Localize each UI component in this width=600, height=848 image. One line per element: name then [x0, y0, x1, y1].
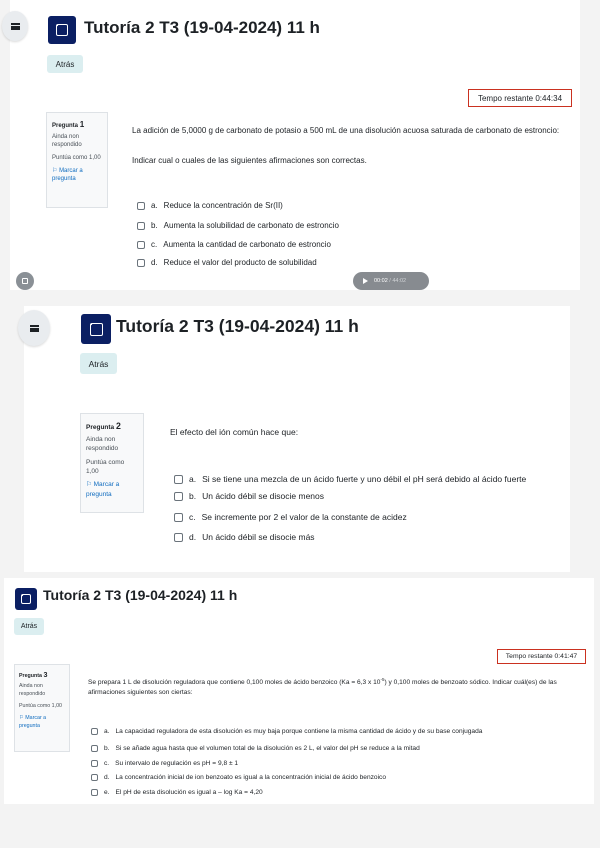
- answer-option-c[interactable]: c. Aumenta la cantidad de carbonato de estroncio: [137, 240, 331, 249]
- stop-icon: [22, 278, 28, 284]
- page-title: Tutoría 2 T3 (19-04-2024) 11 h: [84, 18, 320, 37]
- question-info: [46, 112, 108, 208]
- answer-checkbox[interactable]: [91, 789, 98, 796]
- question-score: Puntúa como 1,00: [86, 458, 125, 475]
- menu-icon: [11, 23, 20, 30]
- question-3-panel: [4, 578, 594, 804]
- answer-option-c[interactable]: c. Se incremente por 2 el valor de la constante de acidez: [174, 512, 407, 522]
- back-button[interactable]: Atrás: [47, 55, 83, 73]
- answer-checkbox[interactable]: [174, 513, 183, 522]
- menu-toggle-button[interactable]: [18, 310, 50, 346]
- question-info: [14, 664, 70, 752]
- back-button[interactable]: Atrás: [14, 618, 44, 635]
- question-number: Pregunta 1: [52, 120, 85, 129]
- menu-toggle-button[interactable]: [2, 11, 28, 41]
- answer-option-a[interactable]: a. Reduce la concentración de Sr(II): [137, 201, 283, 210]
- question-2-panel: [24, 306, 570, 572]
- audio-player[interactable]: 00:02 / 44:02: [353, 272, 429, 290]
- menu-icon: [30, 325, 39, 332]
- page-title: Tutoría 2 T3 (19-04-2024) 11 h: [43, 587, 238, 603]
- quiz-icon: [48, 16, 76, 44]
- flag-question-link[interactable]: ⚐ Marcar a pregunta: [86, 481, 120, 498]
- answer-option-d[interactable]: d. Un ácido débil se disocie más: [174, 532, 315, 542]
- quiz-icon: [81, 314, 111, 344]
- question-number: Pregunta 2: [86, 421, 121, 431]
- record-button[interactable]: [16, 272, 34, 290]
- question-status: Ainda non respondido: [52, 133, 82, 149]
- question-instruction: Indicar cual o cuales de las siguientes afirmaciones son correctas.: [132, 156, 367, 165]
- timer-badge: Tempo restante 0:41:47: [497, 649, 586, 664]
- question-number: Pregunta 3: [19, 671, 48, 679]
- quiz-icon: [15, 588, 37, 610]
- answer-checkbox[interactable]: [91, 745, 98, 752]
- timer-badge: Tempo restante 0:44:34: [468, 89, 572, 107]
- flag-question-link[interactable]: ⚐ Marcar a pregunta: [19, 714, 47, 729]
- question-text: La adición de 5,0000 g de carbonato de potasio a 500 mL de una disolución acuosa saturada de carbonato de estroncio:: [132, 126, 560, 135]
- answer-option-e[interactable]: e. El pH de esta disolución es igual a – log Ka = 4,20: [91, 789, 263, 796]
- question-score: Puntúa como 1,00: [52, 155, 101, 162]
- play-icon[interactable]: [363, 278, 368, 284]
- question-status: Ainda non respondido: [19, 682, 46, 697]
- answer-option-b[interactable]: b. Aumenta la solubilidad de carbonato de estroncio: [137, 221, 339, 230]
- page-title: Tutoría 2 T3 (19-04-2024) 11 h: [116, 316, 359, 336]
- answer-checkbox[interactable]: [174, 492, 183, 501]
- answer-option-b[interactable]: b. Si se añade agua hasta que el volumen total de la disolución es 2 L, el valor del pH se reduce a la mitad: [91, 745, 420, 752]
- answer-checkbox[interactable]: [91, 774, 98, 781]
- answer-option-a[interactable]: a. Si se tiene una mezcla de un ácido fuerte y uno débil el pH será debido al ácido fuerte: [174, 474, 526, 484]
- answer-checkbox[interactable]: [137, 241, 145, 249]
- answer-option-b[interactable]: b. Un ácido débil se disocie menos: [174, 491, 324, 501]
- answer-checkbox[interactable]: [91, 760, 98, 767]
- question-info: [80, 413, 144, 513]
- answer-checkbox[interactable]: [174, 475, 183, 484]
- answer-option-d[interactable]: d. La concentración inicial de ion benzoato es igual a la concentración inicial de ácido benzoico: [91, 774, 386, 781]
- question-1-panel: [10, 0, 580, 290]
- flag-icon: ⚐: [52, 167, 58, 174]
- question-text: El efecto del ión común hace que:: [170, 427, 299, 437]
- question-score: Puntúa como 1,00: [19, 702, 62, 709]
- answer-checkbox[interactable]: [91, 728, 98, 735]
- question-status: Ainda non respondido: [86, 435, 119, 453]
- answer-option-d[interactable]: d. Reduce el valor del producto de solubilidad: [137, 258, 317, 267]
- answer-checkbox[interactable]: [137, 202, 145, 210]
- answer-checkbox[interactable]: [137, 259, 145, 267]
- flag-icon: ⚐: [19, 714, 24, 721]
- back-button[interactable]: Atrás: [80, 353, 117, 374]
- flag-question-link[interactable]: ⚐ Marcar a pregunta: [52, 167, 83, 183]
- answer-checkbox[interactable]: [137, 222, 145, 230]
- answer-option-c[interactable]: c. Su intervalo de regulación es pH = 9,8 ± 1: [91, 760, 238, 767]
- answer-checkbox[interactable]: [174, 533, 183, 542]
- answer-option-a[interactable]: a. La capacidad reguladora de esta disolución es muy baja porque contiene la misma cantidad de ácido y de su base conjugada: [91, 728, 482, 735]
- question-text: Se prepara 1 L de disolución reguladora que contiene 0,100 moles de ácido benzoico (Ka = 6,3 x $10^{-5}$) y 0,100 moles de benzoato sódico. Indicar cuál(es) de las afirmaciones siguientes son ciertas:: [88, 677, 557, 696]
- flag-icon: ⚐: [86, 481, 92, 489]
